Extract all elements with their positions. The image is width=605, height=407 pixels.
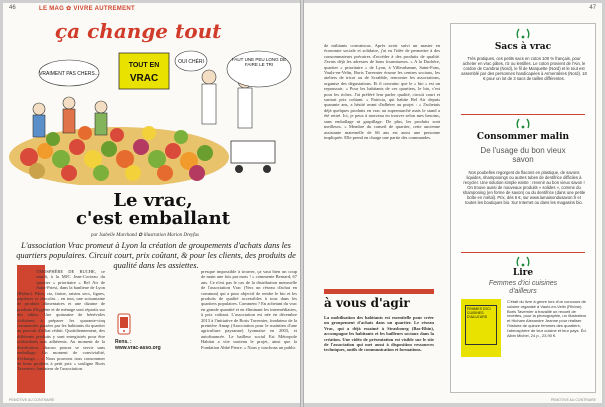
left-page bbox=[3, 3, 301, 403]
sidebar-title-3: Lire bbox=[512, 268, 534, 278]
article-title-line-1: Le vrac, bbox=[113, 190, 193, 211]
divider bbox=[461, 114, 585, 115]
page-credit: PEMOTIVE AU CONTRAIRE bbox=[550, 398, 596, 402]
laurel-icon bbox=[515, 256, 531, 268]
market-illustration bbox=[9, 47, 297, 185]
sidebar-subtitle-3: Femmes d'ici cuisines d'ailleurs bbox=[488, 280, 558, 295]
box-text: La mobilisation des habitants est essentielle pour créer un groupement d'achats dans un quartier. Le réseau Vrac, qui a déjà essaimé à Strasbourg (Bas-Rhin), accompagne les habitants et les bailleurs sociaux dans la création. Une vidéo de présentation est visible sur le site de l'association qui met aussi à disposition ressources techniques, outils de communication et formations. bbox=[324, 315, 434, 353]
body-text-2: presque impossible à trouver, ça vaut bien un coup de main une fois par mois ! » commente Bernard, 67 ans. Ce n'est pas le cas de la distribution mensuelle de l'association Vrac (Vers un réseau d'achat en commun) qui a pour objectif de rendre le bio et les produits de qualité accessibles à tous dans les quartiers populaires. Comment ? En achetant du vrac en grande quantité et en éliminant les intermédiaires, à prix coûtant. L'association est née en décembre 2013 à l'initiative de Boris Tavernier, fondateur de la première Amap (Association pour le maintien d'une agriculture paysanne) lyonnaise en 2003, et autofinancée. Le bailleur social Est Métropole Habitat a vite soutenu le projet, ainsi que la Fondation Abbé Pierre. « Nous y touchons un public bbox=[201, 269, 297, 350]
bubble-text-1: VRAIMENT PAS CHERS... bbox=[39, 71, 99, 77]
phone-icon bbox=[115, 313, 133, 335]
laurel-icon bbox=[515, 118, 531, 130]
sidebar-box bbox=[450, 23, 596, 393]
box-title: à vous d'agir bbox=[324, 296, 410, 310]
drop-cap: A bbox=[17, 269, 35, 293]
body-text-3: de militants convaincus. Après avoir suivi un master en économie sociale et solidaire, j'ai eu l'idée de permettre à des consommateurs précaires d'accéder à des produits de qualité. J'avais déjà les adresses de bons fournisseurs. » A la Duchère, quartier « prioritaire » de Lyon, à Villeurbanne, Saint-Fons, Vaulx-en-Velin, Boris Tavernier écume les centres sociaux, les ateliers de tricot ou de Scrabble, rencontre les associations, organise des dégustations. Et il convainc que le « bio » est un repoussoir. « Pour les habitants de ces quartiers, le bio, c'est pour les riches. J'ai préféré leur parler qualité, circuit court et surtout prix coûtant. » Patricia, qui habite Bel Air depuis quarante ans, a hésité avant d'adhérer au projet : « J'achetais déjà quelques produits en vrac au supermarché mais le stand a été retiré. Ici, je peux à nouveau en trouver selon mes besoins, sans emballage ni gaspillage. De plus, les produits sont meilleurs. » Membre du conseil de quartier, cette ancienne assistante maternelle de 66 ans est aussi une personne impliquée. Elle prend en charge une partie des commandes. bbox=[324, 43, 440, 140]
book-cover bbox=[461, 299, 501, 357]
body-column-2 bbox=[201, 269, 297, 399]
standfirst: L'association Vrac promeut à Lyon la création de groupements d'achats dans les quartiers populaires. Circuit court, prix coûtant, & pour les clients, des produits de qualité dans les assiettes. bbox=[16, 241, 296, 270]
body-column-1 bbox=[17, 269, 105, 399]
page-number: 46 bbox=[9, 5, 16, 11]
sidebar-text-2: Nos poubelles regorgent de flacons en plastique, de savons liquides, shampooings ou autres tubes de dentifrice difficiles à recycler. Une solution simple existe : revenir au bon vieux savon ! On trouve aussi de nouveaux produits « solides », comme du shampooing (en forme de savon) ou du dentifrice (dans une petite boîte en métal). Prix, dès 6 €, sur www.lamaisondusavon.fr et toutes les boutiques bio. Sur Internet ou dans les magasins bio. bbox=[462, 170, 586, 205]
body-column-3 bbox=[324, 43, 440, 283]
info-label: Rens. : bbox=[115, 339, 132, 345]
section-kicker: LE MAG ✿ VIVRE AUTREMENT bbox=[39, 6, 136, 12]
website-link[interactable]: www.vrac-asso.org bbox=[115, 345, 161, 351]
page-credit: PEMOTIVE AU CONTRAIRE bbox=[9, 398, 55, 402]
sidebar-title-2: Consommer malin bbox=[476, 132, 570, 142]
sign-line-1: TOUT EN bbox=[128, 62, 160, 69]
book-cover-title: FEMMES D'ICI CUISINES D'AILLEURS bbox=[465, 305, 497, 345]
laurel-icon bbox=[515, 28, 531, 40]
sidebar-text-1: Très pratiques, ces petits sacs en coton 100 % français, pour acheter en vrac pâtes, riz ou lentilles. Le coton provient de l'Ain, le cordon de Cambrai (Nord), le fil de Marquette (Nord) et le tout est assemblé par des personnes handicapées à Armentières (Nord). 18 € pour un lot de 3 sacs de tailles différentes. bbox=[461, 56, 587, 81]
byline: par Isabelle Marchand ✿ illustration Marion Dreyfus bbox=[91, 233, 199, 238]
sidebar-subtitle-2: De l'usage du bon vieux savon bbox=[480, 146, 566, 164]
sidebar-title-1: Sacs à vrac bbox=[494, 42, 552, 52]
section-headline: ça change tout bbox=[55, 19, 222, 43]
sign-line-2: VRAC bbox=[129, 73, 159, 84]
article-title-line-2: c'est emballant bbox=[75, 208, 231, 229]
body-text-1: TMOSPHÈRE DE RUCHE, ce mardi, à la MJC Jean-Cocteau du quartier « prioritaire » Bel Air de Saint-Priest, dans la banlieue de Lyon (Rhône). Pâtes, riz, farine, raisins secs, figues, papilotes et chocolat… en tout, une soixantaine de produits alimentaires et une dizaine de produits d'hygiène et de ménage sont répartis sur des tables. Une quinzaine de bénévoles s'affairent à préparer les quarante-cinq commandes passées par les habitants du quartier au pouvoir d'achat réduit. Quotidiennement, des différents produits y sont enregistrés pour être redistribués aux adhérents. Au moment de la distribution, chacun pourra se servir sans emballage. Un moment de convivialité, d'échange… « Nous pouvons tous consommer de bons produits à petit prix » souligne Boris Tavernier, fondateur de l'association. bbox=[17, 269, 105, 372]
bubble-text-3: FAUT UNE PEU LONG DE FAIRE LE TRI bbox=[231, 57, 287, 67]
box-accent-bar bbox=[324, 289, 434, 294]
divider bbox=[461, 252, 585, 253]
page-number: 47 bbox=[589, 5, 596, 11]
sidebar-text-3: C'était du livre à genre lors d'un concours de cuisine organisé à Vaulx-en-Velin (Rhône). Boris Tavernier à travaillé un recueil de recettes, pour la photographie, un illustrateur et Hicham Alexandre Jeanne pour réaliser l'histoire de quinze femmes des quartiers, l'atmosphère de leur cuisine et leur pays. Éd. Albin Michel, 24 p., 23,90 €. bbox=[507, 299, 587, 338]
right-page bbox=[304, 3, 602, 403]
bubble-text-2: OUI CHÉRI bbox=[178, 59, 204, 65]
